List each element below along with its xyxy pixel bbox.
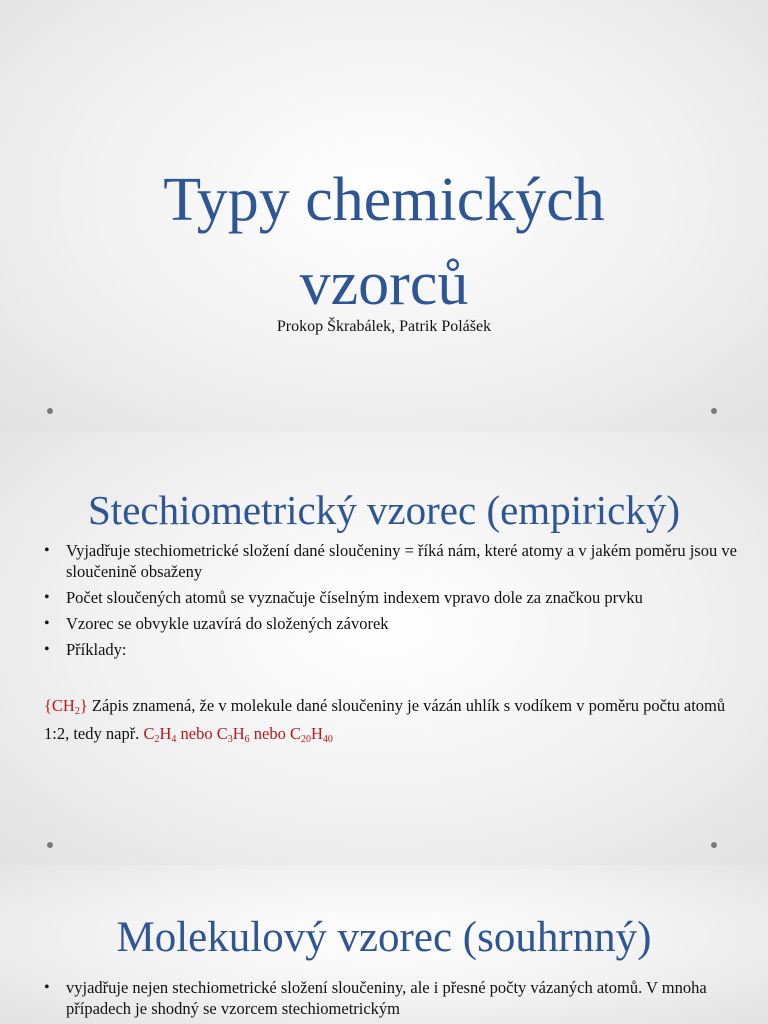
slide-corner-dot-right bbox=[711, 842, 717, 848]
example-paragraph: $\{CH_2\}$ Zápis znamená, že v molekule dané sloučeniny je vázán uhlík s vodíkem v poměru počtu atomů 1:2, tedy např. $C_2H_4$ nebo $C_3H_6$ nebo $C_{20}H_{40}$ bbox=[44, 696, 726, 745]
list-item: • Počet sloučených atomů se vyznačuje číselným indexem vpravo dole za značkou prvku bbox=[44, 587, 738, 608]
formula-c2h4: $C_2H_4$ bbox=[143, 724, 177, 745]
slide-title bbox=[0, 0, 768, 432]
slide-stechiometric bbox=[0, 432, 768, 865]
presentation-title: Typy chemických vzorců bbox=[163, 166, 605, 318]
authors: Prokop Škrabálek, Patrik Polášek bbox=[276, 318, 492, 335]
list-item: • vyjadřuje nejen stechiometrické složení sloučeniny, ale i přesné počty vázaných atomů. V mnoha případech je shodný se vzorcem stechiometrickým bbox=[44, 977, 738, 1019]
empirical-formula: $\{CH_2\}$ bbox=[44, 696, 88, 717]
slide-corner-dot-left bbox=[47, 842, 53, 848]
formula-c20h40: $C_{20}H_{40}$ bbox=[289, 724, 333, 745]
list-item: • Vyjadřuje stechiometrické složení dané sloučeniny = říká nám, které atomy a v jakém poměru jsou ve sloučenině obsaženy bbox=[44, 540, 738, 582]
slide-corner-dot-left bbox=[47, 408, 53, 414]
slide-heading: Stechiometrický vzorec (empirický) bbox=[88, 487, 680, 533]
bullet-list bbox=[44, 540, 738, 665]
formula-c3h6: $C_3H_6$ bbox=[216, 724, 250, 745]
slide-corner-dot-right bbox=[711, 408, 717, 414]
list-item: • Vzorec se obvykle uzavírá do složených závorek bbox=[44, 613, 738, 634]
slide-heading: Molekulový vzorec (souhrnný) bbox=[116, 914, 652, 961]
example-text: Zápis znamená, že v molekule dané sloučeniny je vázán uhlík s vodíkem v poměru počtu atomů 1:2, tedy např. bbox=[44, 696, 726, 743]
list-item: • Příklady: bbox=[44, 639, 738, 660]
bullet-list bbox=[44, 977, 738, 1024]
slide-molecular bbox=[0, 865, 768, 1024]
